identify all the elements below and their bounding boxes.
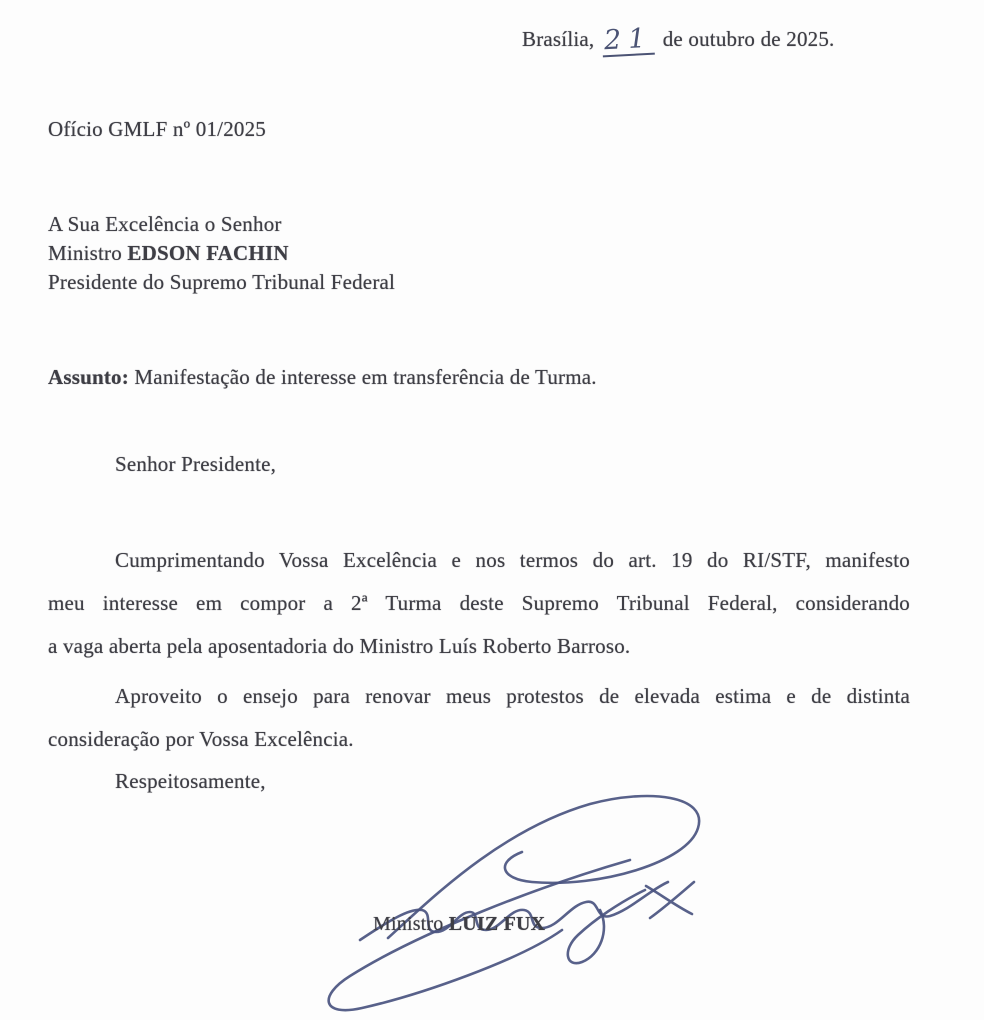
addressee-title: Ministro — [48, 241, 122, 265]
addressee-line-3: Presidente do Supremo Tribunal Federal — [48, 270, 396, 294]
addressee-block — [48, 210, 395, 297]
salutation: Senhor Presidente, — [115, 452, 277, 476]
body-paragraph-1 — [48, 548, 910, 677]
subject-text: Manifestação de interesse em transferência de Turma. — [134, 365, 597, 389]
addressee-name: EDSON FACHIN — [127, 241, 289, 265]
signer-title: Ministro — [373, 913, 444, 935]
body-line: meu interesse em compor a 2ª Turma deste Supremo Tribunal Federal, considerando — [48, 591, 910, 615]
body-line: consideração por Vossa Excelência. — [48, 727, 354, 751]
closing: Respeitosamente, — [115, 769, 266, 793]
signature-ink — [300, 790, 720, 1020]
date-rest: de outubro de 2025. — [662, 27, 835, 51]
body-line: Cumprimentando Vossa Excelência e nos termos do art. 19 do RI/STF, manifesto — [115, 548, 910, 572]
subject-line — [48, 365, 928, 390]
handwritten-day: 21 — [602, 25, 656, 58]
signature-name-line — [373, 913, 545, 936]
date-line — [522, 22, 835, 57]
signature-stroke — [646, 882, 694, 918]
date-city: Brasília, — [522, 27, 595, 51]
addressee-line-1: A Sua Excelência o Senhor — [48, 212, 282, 236]
body-line: Aproveito o ensejo para renovar meus protestos de elevada estima e de distinta — [115, 684, 910, 708]
body-line: a vaga aberta pela aposentadoria do Ministro Luís Roberto Barroso. — [48, 634, 631, 658]
signature-stroke — [568, 890, 645, 963]
signer-name: LUIZ FUX — [448, 913, 546, 935]
addressee-line-2 — [48, 239, 395, 268]
subject-label: Assunto: — [48, 365, 129, 389]
reference-number: Ofício GMLF nº 01/2025 — [48, 117, 266, 141]
body-paragraph-2 — [48, 684, 910, 770]
